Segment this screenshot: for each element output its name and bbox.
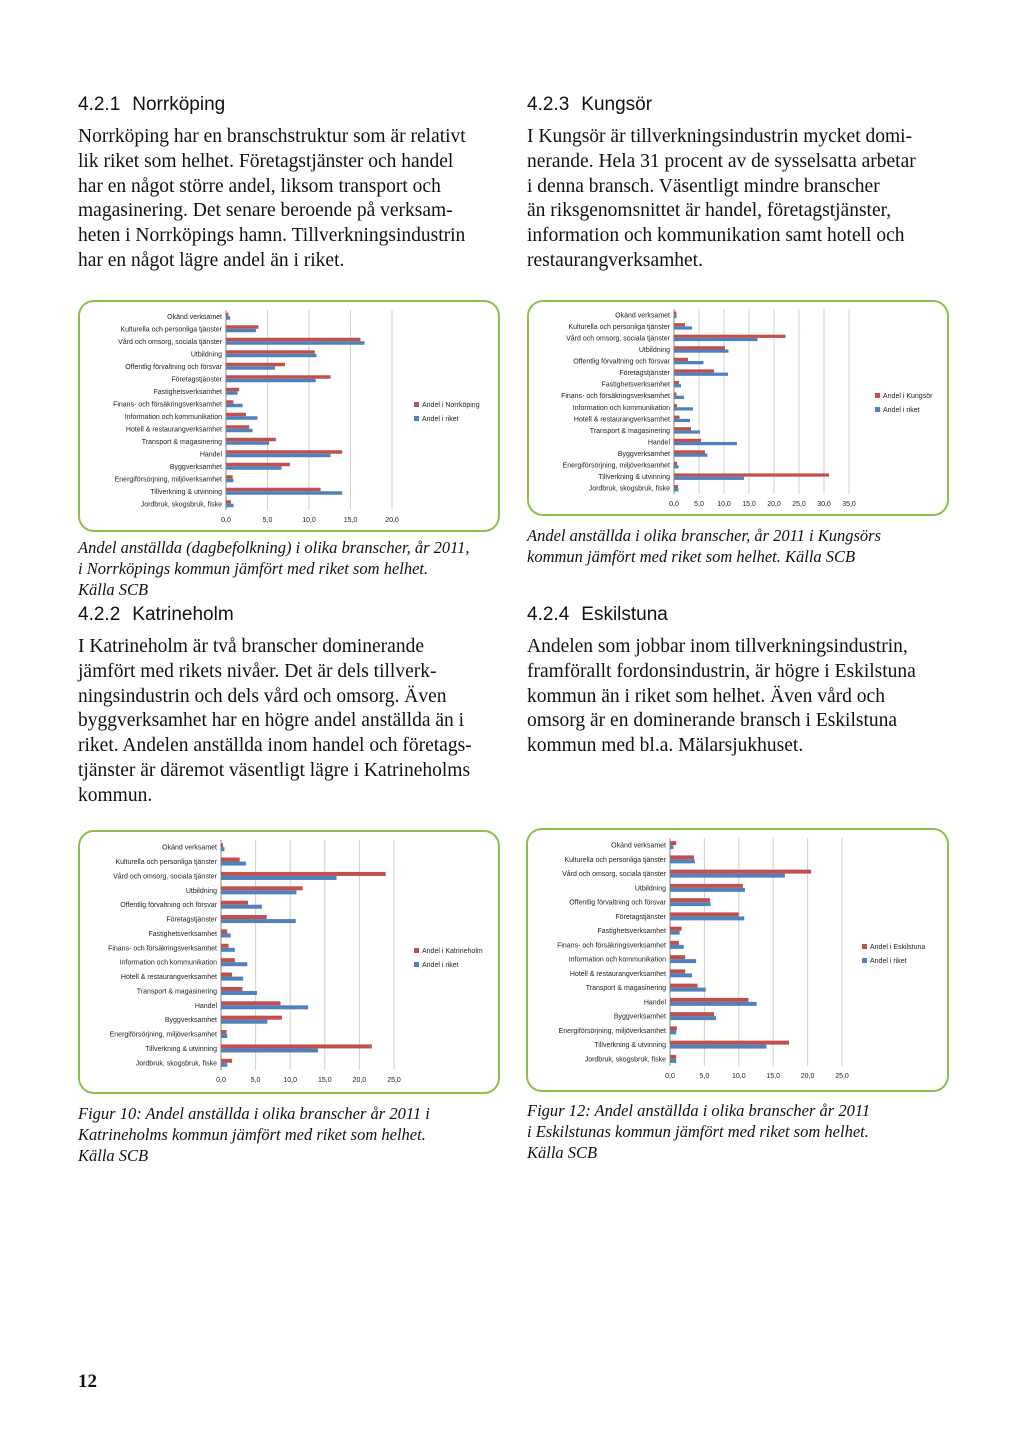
category-label: Vård och omsorg, sociala tjänster — [118, 338, 222, 346]
category-label: Okänd verksamet — [162, 844, 217, 852]
section-title: Eskilstuna — [581, 604, 668, 625]
category-label: Handel — [647, 439, 670, 447]
category-label: Byggverksamhet — [617, 451, 670, 459]
bar-local — [226, 413, 246, 417]
bar-riket — [670, 1059, 676, 1063]
bar-riket — [670, 916, 744, 920]
bar-local — [226, 450, 342, 454]
category-label: Energiförsörjning, miljöverksamhet — [562, 462, 670, 470]
category-label: Finans- och försäkringsverksamhet — [557, 942, 666, 950]
text-line: framförallt fordonsindustrin, är högre i Eskilstuna — [527, 660, 916, 682]
text-line: kommun än i riket som helhet. Även vård och — [527, 685, 885, 707]
text-line: har en något större andel, liksom transport och — [78, 175, 441, 197]
x-tick-label: 5,0 — [699, 1073, 710, 1080]
bar-local — [226, 363, 285, 367]
chart-eskilstuna — [526, 828, 949, 1092]
bar-riket — [670, 888, 745, 892]
x-tick-label: 20,0 — [385, 517, 399, 524]
bar-local — [670, 941, 679, 945]
bar-local — [226, 338, 360, 342]
chart-katrineholm — [78, 830, 500, 1094]
legend-label: Andel i riket — [422, 962, 459, 969]
bar-local — [674, 312, 677, 315]
text-line: magasinering. Det senare beroende på verksam- — [78, 200, 453, 222]
category-label: Hotell & restaurangverksamhet — [573, 416, 670, 424]
caption-katrineholm — [78, 1103, 430, 1166]
bar-riket — [226, 391, 238, 395]
category-label: Information och kommunikation — [572, 404, 670, 412]
category-label: Jordbruk, skogsbruk, fiske — [135, 1060, 217, 1068]
x-tick-label: 15,0 — [317, 1077, 332, 1084]
bar-riket — [670, 1016, 716, 1020]
bar-local — [226, 438, 276, 442]
x-tick-label: 5,0 — [250, 1077, 261, 1084]
section-heading-kungsor — [527, 94, 652, 116]
legend-label: Andel i Katrineholm — [422, 948, 483, 955]
category-label: Jordbruk, skogsbruk, fiske — [140, 501, 222, 509]
bar-local — [674, 473, 829, 476]
bar-local — [674, 450, 705, 453]
bar-riket — [226, 429, 253, 433]
text-line: Andelen som jobbar inom tillverkningsindustrin, — [527, 636, 908, 657]
text-line: kommun med bl.a. Mälarsjukhuset. — [527, 735, 804, 757]
x-tick-label: 10,0 — [283, 1077, 298, 1084]
bar-riket — [221, 977, 243, 981]
category-label: Byggverksamhet — [164, 1017, 217, 1025]
section-number: 4.2.3 — [527, 94, 570, 115]
text-line: i denna bransch. Väsentligt mindre branscher — [527, 175, 880, 197]
bar-local — [221, 1030, 227, 1034]
category-label: Offentlig förvaltning och försvar — [120, 902, 217, 910]
text-line: riket. Andelen anställda inom handel och företags- — [78, 735, 472, 757]
bar-riket — [221, 862, 246, 866]
bar-local — [670, 1041, 789, 1045]
category-label: Företagstjänster — [615, 913, 666, 921]
x-tick-label: 25,0 — [835, 1073, 849, 1080]
text-line: nerande. Hela 31 procent av de sysselsatta arbetar — [527, 150, 916, 172]
category-label: Byggverksamhet — [169, 463, 222, 471]
bar-riket — [670, 945, 684, 949]
caption-norrkoping — [78, 537, 470, 600]
chart-kungsor — [527, 300, 949, 516]
category-label: Utbildning — [190, 351, 222, 359]
legend-swatch — [862, 958, 867, 963]
bar-local — [226, 488, 321, 492]
legend-label: Andel i riket — [883, 407, 920, 414]
legend-swatch — [875, 393, 880, 398]
bar-local — [674, 369, 714, 372]
x-tick-label: 5,0 — [694, 501, 704, 508]
x-tick-label: 0,0 — [221, 517, 231, 524]
caption-line: i Eskilstunas kommun jämfört med riket som helhet. — [527, 1122, 869, 1141]
legend-label: Andel i Kungsör — [883, 393, 933, 400]
category-label: Företagstjänster — [166, 916, 217, 924]
category-label: Byggverksamhet — [613, 1013, 666, 1021]
bar-local — [674, 392, 677, 395]
bar-riket — [221, 919, 296, 923]
category-label: Information och kommunikation — [124, 413, 222, 421]
category-label: Transport & magasinering — [585, 985, 666, 993]
bar-riket — [674, 488, 679, 491]
bar-local — [226, 375, 331, 379]
x-tick-label: 0,0 — [216, 1077, 226, 1084]
bar-riket — [221, 962, 247, 966]
bar-riket — [226, 491, 342, 495]
bar-riket — [670, 874, 785, 878]
text-line: heten i Norrköpings hamn. Tillverkningsindustrin — [78, 225, 466, 247]
x-tick-label: 15,0 — [343, 517, 358, 524]
category-label: Företagstjänster — [619, 370, 670, 378]
x-tick-label: 20,0 — [767, 501, 781, 508]
bar-local — [670, 855, 694, 859]
bar-riket — [670, 973, 692, 977]
text-line: jämfört med rikets nivåer. Det är dels tillverk- — [78, 660, 437, 682]
category-label: Tillverkning & utvinning — [594, 1042, 666, 1050]
bar-riket — [226, 454, 331, 458]
category-label: Tillverkning & utvinning — [150, 488, 222, 496]
category-label: Okänd verksamet — [611, 842, 666, 850]
category-label: Transport & magasinering — [136, 988, 217, 996]
x-tick-label: 35,0 — [842, 501, 856, 508]
bar-local — [221, 929, 227, 933]
bar-riket — [674, 338, 758, 341]
bar-riket — [670, 988, 706, 992]
category-label: Jordbruk, skogsbruk, fiske — [584, 1056, 666, 1064]
bar-riket — [226, 479, 233, 483]
category-label: Företagstjänster — [171, 376, 222, 384]
bar-local — [674, 346, 725, 349]
bar-riket — [226, 441, 269, 445]
chart-norrkoping-svg — [80, 302, 498, 530]
category-label: Offentlig förvaltning och försvar — [125, 363, 222, 371]
category-label: Vård och omsorg, sociala tjänster — [566, 335, 670, 343]
bar-local — [674, 462, 677, 465]
bar-local — [670, 884, 743, 888]
chart-eskilstuna-svg — [528, 830, 947, 1090]
caption-eskilstuna — [527, 1100, 870, 1163]
chart-kungsor-svg — [529, 302, 947, 514]
bar-riket — [226, 504, 233, 508]
bar-local — [226, 313, 228, 317]
legend-swatch — [414, 416, 419, 421]
text-line: Norrköping har en branschstruktur som är relativt — [78, 126, 466, 147]
bar-local — [221, 872, 386, 876]
x-tick-label: 15,0 — [742, 501, 756, 508]
text-line: lik riket som helhet. Företagstjänster och handel — [78, 150, 454, 172]
bar-riket — [670, 959, 696, 963]
bar-local — [226, 475, 233, 479]
paragraph-norrkoping — [78, 125, 466, 274]
bar-local — [221, 1001, 281, 1005]
text-line: information och kommunikation samt hotell och — [527, 225, 905, 247]
category-label: Offentlig förvaltning och försvar — [573, 358, 670, 366]
bar-local — [226, 400, 233, 404]
caption-line: Källa SCB — [78, 1146, 149, 1165]
bar-riket — [226, 354, 316, 358]
category-label: Energiförsörjning, miljöverksamhet — [109, 1031, 217, 1039]
bar-riket — [670, 859, 695, 863]
x-tick-label: 20,0 — [800, 1073, 815, 1080]
category-label: Kulturella och personliga tjänster — [568, 323, 670, 331]
bar-riket — [226, 329, 256, 333]
legend-swatch — [414, 962, 419, 967]
category-label: Fastighetsverksamhet — [601, 381, 670, 389]
bar-riket — [674, 407, 693, 410]
bar-local — [674, 381, 679, 384]
text-line: kommun. — [78, 784, 153, 806]
legend-label: Andel i Norrköping — [422, 402, 480, 409]
bar-riket — [674, 465, 679, 468]
bar-local — [221, 987, 242, 991]
category-label: Energiförsörjning, miljöverksamhet — [114, 476, 222, 484]
bar-riket — [674, 373, 728, 376]
legend-swatch — [875, 407, 880, 412]
category-label: Kulturella och personliga tjänster — [115, 859, 217, 867]
bar-local — [670, 955, 685, 959]
legend-swatch — [862, 944, 867, 949]
bar-local — [674, 404, 677, 407]
bar-local — [221, 901, 248, 905]
category-label: Finans- och försäkringsverksamhet — [113, 401, 222, 409]
category-label: Jordbruk, skogsbruk, fiske — [588, 485, 670, 493]
text-line: tjänster är däremot väsentligt lägre i Katrineholms — [78, 759, 471, 781]
x-tick-label: 0,0 — [669, 501, 679, 508]
x-tick-label: 15,0 — [766, 1073, 781, 1080]
bar-local — [221, 1059, 232, 1063]
bar-riket — [670, 1030, 676, 1034]
page-number: 12 — [78, 1371, 97, 1392]
bar-local — [221, 1044, 372, 1048]
bar-local — [670, 912, 739, 916]
bar-riket — [674, 442, 737, 445]
bar-local — [674, 427, 691, 430]
bar-local — [221, 973, 232, 977]
bar-riket — [674, 315, 677, 318]
bar-local — [670, 984, 698, 988]
text-line: restaurangverksamhet. — [527, 249, 703, 271]
bar-local — [221, 958, 235, 962]
category-label: Tillverkning & utvinning — [598, 474, 670, 482]
bar-local — [674, 416, 680, 419]
bar-riket — [226, 341, 365, 345]
section-heading-norrkoping — [78, 94, 225, 116]
bar-local — [226, 500, 231, 504]
category-label: Fastighetsverksamhet — [148, 930, 217, 938]
bar-riket — [670, 1002, 757, 1006]
x-tick-label: 20,0 — [352, 1077, 367, 1084]
bar-riket — [221, 991, 257, 995]
category-label: Handel — [199, 451, 222, 459]
bar-riket — [221, 933, 231, 937]
bar-local — [221, 915, 267, 919]
bar-riket — [221, 1063, 227, 1067]
category-label: Okänd verksamet — [615, 312, 670, 320]
caption-line: Andel anställda i olika branscher, år 2011 i Kungsörs — [527, 526, 881, 545]
category-label: Finans- och försäkringsverksamhet — [108, 945, 217, 953]
category-label: Kulturella och personliga tjänster — [564, 856, 666, 864]
bar-riket — [226, 316, 230, 320]
bar-riket — [674, 384, 681, 387]
bar-riket — [674, 430, 700, 433]
category-label: Utbildning — [634, 885, 666, 893]
chart-katrineholm-svg — [80, 832, 498, 1092]
paragraph-kungsor — [527, 125, 916, 274]
section-number: 4.2.4 — [527, 604, 570, 625]
caption-line: Källa SCB — [527, 1143, 598, 1162]
bar-local — [226, 388, 239, 392]
section-title: Katrineholm — [132, 604, 234, 625]
bar-local — [674, 335, 786, 338]
bar-local — [221, 843, 223, 847]
bar-riket — [221, 876, 337, 880]
legend-swatch — [414, 402, 419, 407]
bar-riket — [674, 454, 708, 457]
text-line: har en något lägre andel än i riket. — [78, 249, 345, 271]
chart-norrkoping — [78, 300, 500, 532]
caption-line: Källa SCB — [78, 580, 149, 599]
category-label: Hotell & restaurangverksamhet — [125, 426, 222, 434]
legend-swatch — [414, 948, 419, 953]
bar-local — [670, 1055, 676, 1059]
caption-line: Andel anställda (dagbefolkning) i olika branscher, år 2011, — [78, 538, 470, 557]
caption-line: Figur 10: Andel anställda i olika branscher år 2011 i — [78, 1104, 430, 1123]
bar-riket — [226, 416, 258, 420]
bar-riket — [674, 477, 744, 480]
x-tick-label: 25,0 — [792, 501, 806, 508]
category-label: Vård och omsorg, sociala tjänster — [562, 871, 666, 879]
x-tick-label: 5,0 — [262, 517, 273, 524]
section-title: Kungsör — [581, 94, 653, 115]
x-tick-label: 10,0 — [302, 517, 316, 524]
bar-riket — [674, 349, 729, 352]
category-label: Fastighetsverksamhet — [597, 928, 666, 936]
category-label: Hotell & restaurangverksamhet — [120, 974, 217, 982]
bar-riket — [221, 948, 235, 952]
bar-riket — [221, 1005, 308, 1009]
category-label: Transport & magasinering — [141, 438, 222, 446]
bar-local — [221, 944, 229, 948]
legend-label: Andel i Eskilstuna — [870, 944, 926, 951]
bar-local — [670, 841, 676, 845]
caption-line: Figur 12: Andel anställda i olika branscher år 2011 — [527, 1101, 871, 1120]
section-title: Norrköping — [132, 94, 226, 115]
bar-local — [674, 323, 685, 326]
section-heading-katrineholm — [78, 604, 234, 626]
bar-riket — [674, 361, 704, 364]
bar-local — [670, 969, 685, 973]
bar-riket — [221, 1048, 318, 1052]
category-label: Energiförsörjning, miljöverksamhet — [558, 1027, 666, 1035]
caption-kungsor — [527, 525, 881, 567]
category-label: Utbildning — [638, 346, 670, 354]
category-label: Tillverkning & utvinning — [145, 1045, 217, 1053]
category-label: Vård och omsorg, sociala tjänster — [113, 873, 217, 881]
category-label: Hotell & restaurangverksamhet — [569, 970, 666, 978]
category-label: Utbildning — [185, 887, 217, 895]
bar-riket — [670, 845, 673, 849]
x-tick-label: 25,0 — [387, 1077, 401, 1084]
bar-riket — [670, 931, 680, 935]
bar-local — [670, 1012, 714, 1016]
caption-line: kommun jämfört med riket som helhet. Källa SCB — [527, 547, 856, 566]
bar-riket — [221, 890, 296, 894]
caption-line: i Norrköpings kommun jämfört med riket som helhet. — [78, 559, 429, 578]
section-number: 4.2.2 — [78, 604, 121, 625]
bar-local — [226, 463, 290, 467]
section-heading-eskilstuna — [527, 604, 668, 626]
x-tick-label: 0,0 — [665, 1073, 675, 1080]
text-line: I Katrineholm är två branscher dominerande — [78, 636, 424, 657]
paragraph-eskilstuna — [527, 635, 916, 759]
text-line: I Kungsör är tillverkningsindustrin mycket domi- — [527, 126, 913, 147]
category-label: Handel — [194, 1002, 217, 1010]
bar-local — [674, 439, 701, 442]
category-label: Information och kommunikation — [568, 956, 666, 964]
bar-riket — [226, 466, 282, 470]
bar-local — [670, 927, 682, 931]
legend-label: Andel i riket — [870, 958, 907, 965]
bar-local — [674, 485, 678, 488]
bar-riket — [226, 404, 243, 408]
text-line: omsorg är en dominerande bransch i Eskilstuna — [527, 710, 898, 732]
text-line: än riksgenomsnittet är handel, företagstjänster, — [527, 200, 892, 222]
bar-riket — [221, 847, 224, 851]
caption-line: Katrineholms kommun jämfört med riket som helhet. — [78, 1125, 426, 1144]
x-tick-label: 30,0 — [817, 501, 831, 508]
category-label: Handel — [643, 999, 666, 1007]
bar-local — [226, 325, 258, 329]
paragraph-katrineholm — [78, 635, 472, 809]
bar-riket — [221, 1034, 227, 1038]
bar-riket — [221, 905, 262, 909]
bar-local — [674, 358, 688, 361]
category-label: Kulturella och personliga tjänster — [120, 326, 222, 334]
bar-riket — [226, 366, 275, 370]
bar-riket — [226, 379, 316, 383]
bar-riket — [670, 902, 711, 906]
legend-label: Andel i riket — [422, 416, 459, 423]
bar-local — [670, 1026, 677, 1030]
category-label: Fastighetsverksamhet — [153, 388, 222, 396]
x-tick-label: 10,0 — [717, 501, 731, 508]
bar-local — [226, 425, 249, 429]
text-line: byggverksamhet har en högre andel anställda än i — [78, 710, 465, 732]
category-label: Information och kommunikation — [119, 959, 217, 967]
category-label: Offentlig förvaltning och försvar — [569, 899, 666, 907]
bar-local — [670, 898, 710, 902]
bar-riket — [221, 1020, 267, 1024]
bar-local — [670, 870, 811, 874]
bar-local — [221, 858, 240, 862]
category-label: Okänd verksamet — [167, 313, 222, 321]
bar-local — [670, 998, 748, 1002]
bar-riket — [674, 326, 692, 329]
section-number: 4.2.1 — [78, 94, 121, 115]
category-label: Finans- och försäkringsverksamhet — [561, 393, 670, 401]
x-tick-label: 10,0 — [731, 1073, 746, 1080]
text-line: ningsindustrin och dels vård och omsorg. Även — [78, 685, 447, 707]
bar-riket — [670, 1045, 766, 1049]
bar-local — [221, 886, 303, 890]
bar-riket — [674, 419, 690, 422]
bar-riket — [674, 396, 684, 399]
bar-local — [221, 1016, 282, 1020]
bar-local — [226, 350, 315, 354]
category-label: Transport & magasinering — [589, 427, 670, 435]
